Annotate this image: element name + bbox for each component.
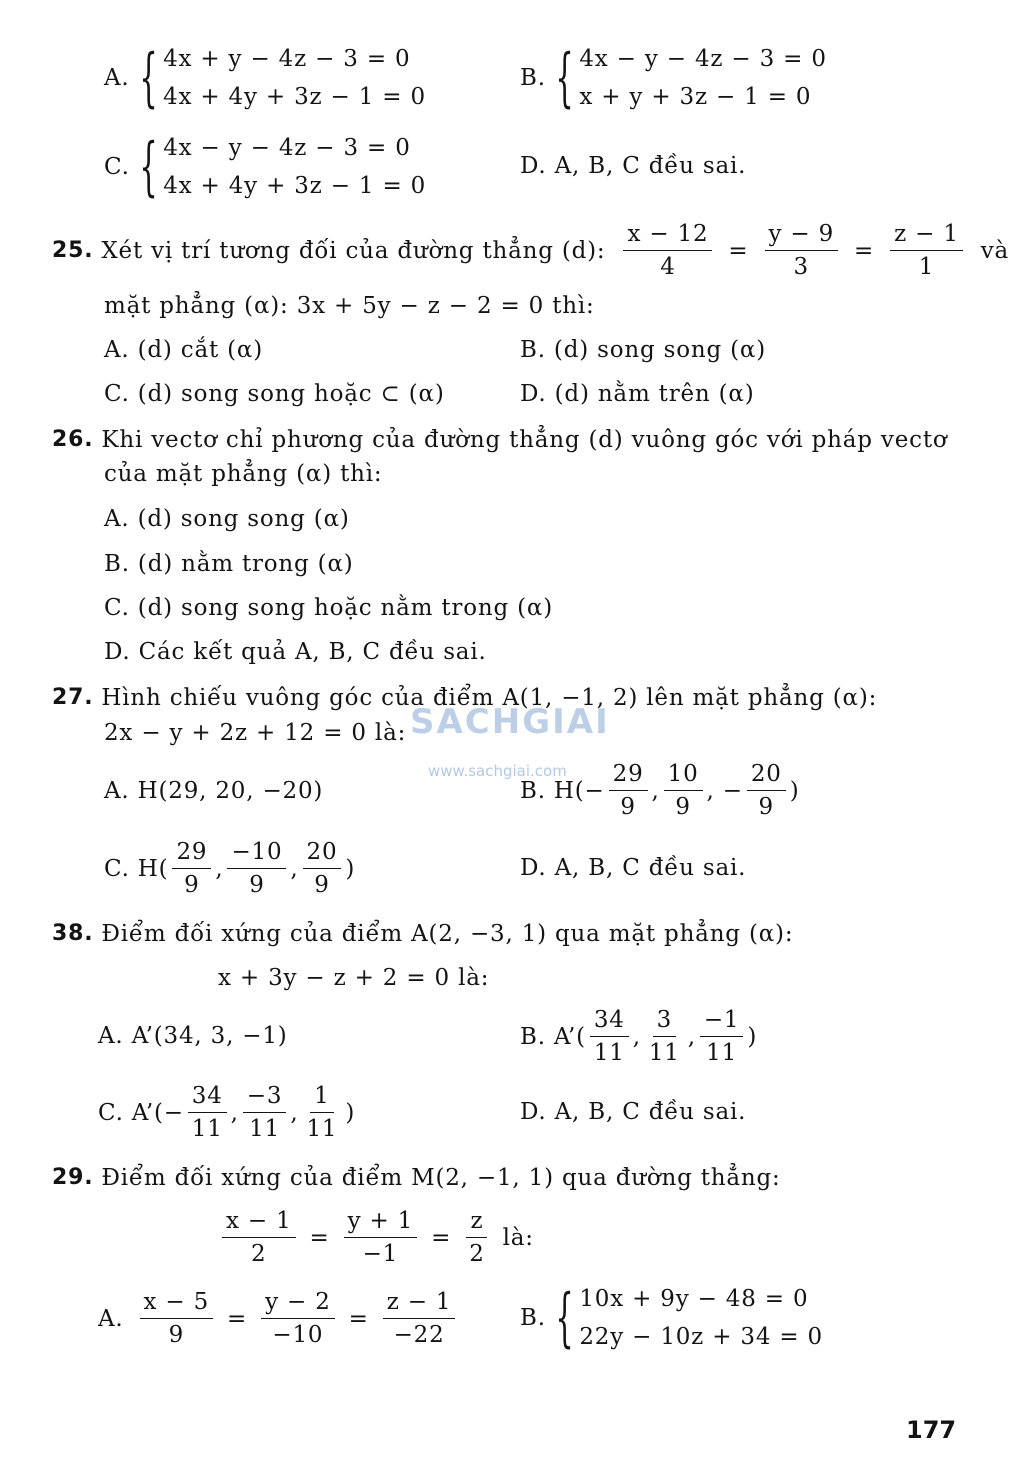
q38-option-b — [520, 1006, 757, 1067]
question-text: Điểm đối xứng của điểm A(2, −3, 1) qua mặt phẳng (α): — [101, 921, 794, 947]
fraction — [590, 1006, 629, 1067]
q25-option-d: D. (d) nằm trên (α) — [520, 381, 755, 407]
q25-option-a: A. (d) cắt (α) — [104, 337, 264, 363]
equation: 4x − y − 4z − 3 = 0 — [579, 46, 827, 72]
numerator: x − 5 — [140, 1288, 214, 1319]
q26-stem-line2: của mặt phẳng (α) thì: — [104, 461, 383, 487]
comma: , — [687, 1023, 696, 1050]
q26-option-c: C. (d) song song hoặc nằm trong (α) — [104, 595, 553, 621]
denominator: 2 — [469, 1241, 485, 1267]
question-text: Xét vị trí tương đối của đường thẳng (d): — [101, 237, 606, 264]
option-text: , − — [706, 777, 743, 804]
denominator: 9 — [249, 872, 265, 898]
denominator: −22 — [393, 1322, 445, 1348]
question-text: Khi vectơ chỉ phương của đường thẳng (d) vuông góc với pháp vectơ — [101, 427, 948, 453]
fraction — [222, 1207, 296, 1268]
equation: x + y + 3z − 1 = 0 — [579, 84, 812, 110]
numerator: −1 — [700, 1006, 744, 1037]
option-label: B. — [520, 1305, 546, 1331]
equation: 4x + 4y + 3z − 1 = 0 — [163, 173, 427, 199]
q27-option-a: A. H(29, 20, −20) — [104, 778, 324, 804]
q29-stem-line1 — [52, 1164, 781, 1192]
question-number: 29. — [52, 1165, 94, 1190]
q38-option-d: D. A, B, C đều sai. — [520, 1099, 747, 1125]
fraction — [303, 838, 342, 899]
denominator: −1 — [362, 1241, 399, 1267]
numerator: z − 1 — [890, 220, 963, 251]
q24-option-b — [520, 40, 827, 116]
fraction — [747, 760, 786, 821]
equals-sign: = — [728, 237, 749, 264]
comma: , — [632, 1023, 641, 1050]
comma: , — [290, 855, 299, 882]
page-number: 177 — [906, 1416, 957, 1444]
watermark-url: www.sachgiai.com — [428, 762, 567, 780]
numerator: 34 — [590, 1006, 629, 1037]
fraction — [700, 1006, 744, 1067]
q26-option-d: D. Các kết quả A, B, C đều sai. — [104, 639, 487, 665]
equals-sign: = — [348, 1305, 369, 1332]
denominator: 11 — [706, 1040, 738, 1066]
denominator: 11 — [306, 1116, 338, 1142]
equals-sign: = — [431, 1224, 452, 1251]
fraction — [890, 220, 963, 281]
denominator: 9 — [314, 872, 330, 898]
denominator: 11 — [648, 1040, 680, 1066]
equation: 4x − y − 4z − 3 = 0 — [163, 135, 411, 161]
question-text: và — [980, 237, 1010, 264]
denominator: 11 — [593, 1040, 625, 1066]
q26-stem-line1 — [52, 426, 948, 454]
numerator: x − 1 — [222, 1207, 296, 1238]
option-text: ) — [747, 1023, 758, 1050]
fraction — [609, 760, 648, 821]
equals-sign: = — [309, 1224, 330, 1251]
denominator: 9 — [620, 794, 636, 820]
numerator: 10 — [664, 760, 703, 791]
fraction — [383, 1288, 456, 1349]
equation: 10x + 9y − 48 = 0 — [579, 1286, 809, 1312]
option-label: B. — [520, 65, 546, 91]
equation: 4x + y − 4z − 3 = 0 — [163, 46, 411, 72]
option-text: B. H(− — [520, 777, 605, 804]
numerator: y + 1 — [344, 1207, 418, 1238]
fraction — [261, 1288, 335, 1349]
q24-option-c — [104, 129, 426, 205]
equals-sign: = — [854, 237, 875, 264]
numerator: y − 2 — [261, 1288, 335, 1319]
option-text: ) — [789, 777, 800, 804]
option-label: A. — [98, 1305, 124, 1332]
denominator: 9 — [184, 872, 200, 898]
fraction — [243, 1082, 287, 1143]
numerator: 20 — [303, 838, 342, 869]
numerator: x − 12 — [623, 220, 712, 251]
option-text: C. A’(− — [98, 1099, 184, 1126]
fraction — [765, 220, 839, 281]
numerator: 29 — [172, 838, 211, 869]
brace-icon: { — [139, 130, 158, 204]
equation: 22y − 10z + 34 = 0 — [579, 1324, 823, 1350]
numerator: −3 — [243, 1082, 287, 1113]
fraction — [344, 1207, 418, 1268]
q26-option-a: A. (d) song song (α) — [104, 506, 350, 532]
numerator: y − 9 — [765, 220, 839, 251]
comma: , — [651, 777, 660, 804]
q29-line-equation — [218, 1207, 534, 1268]
denominator: 4 — [660, 254, 676, 280]
q25-option-b: B. (d) song song (α) — [520, 337, 766, 363]
denominator: 9 — [168, 1322, 184, 1348]
question-number: 27. — [52, 685, 94, 710]
q26-option-b: B. (d) nằm trong (α) — [104, 551, 354, 577]
q38-option-c — [98, 1082, 355, 1143]
fraction — [302, 1082, 341, 1143]
question-number: 26. — [52, 427, 94, 452]
q38-stem-line2: x + 3y − z + 2 = 0 là: — [218, 965, 490, 991]
fraction — [645, 1006, 684, 1067]
denominator: 11 — [249, 1116, 280, 1142]
brace-icon: { — [555, 41, 574, 115]
denominator: −10 — [272, 1322, 324, 1348]
q29-option-a — [98, 1288, 459, 1349]
fraction — [188, 1082, 227, 1143]
numerator: 34 — [188, 1082, 227, 1113]
q38-stem-line1 — [52, 920, 793, 948]
q27-option-c — [104, 838, 355, 899]
brace-icon: { — [555, 1281, 574, 1355]
q25-stem-line2: mặt phẳng (α): 3x + 5y − z − 2 = 0 thì: — [104, 293, 595, 319]
question-text: là: — [502, 1224, 534, 1251]
option-text: ) — [345, 855, 356, 882]
question-number: 25. — [52, 237, 94, 263]
numerator: 29 — [609, 760, 648, 791]
denominator: 9 — [675, 794, 691, 820]
q38-option-a: A. A’(34, 3, −1) — [98, 1023, 288, 1049]
comma: , — [215, 855, 224, 882]
numerator: z − 1 — [383, 1288, 456, 1319]
option-text: ) — [345, 1099, 356, 1126]
fraction — [623, 220, 712, 281]
brace-icon: { — [138, 41, 158, 115]
q27-stem-line2: 2x − y + 2z + 12 = 0 là: — [104, 720, 407, 746]
q29-option-b — [520, 1280, 823, 1356]
q24-option-d: D. A, B, C đều sai. — [520, 153, 747, 179]
option-text: B. A’( — [520, 1023, 586, 1050]
denominator: 1 — [918, 254, 935, 280]
comma: , — [230, 1099, 239, 1126]
equation: 4x + 4y + 3z − 1 = 0 — [163, 84, 426, 110]
denominator: 11 — [191, 1116, 223, 1142]
numerator: z — [466, 1207, 487, 1238]
question-text: Điểm đối xứng của điểm M(2, −1, 1) qua đường thẳng: — [101, 1165, 781, 1191]
comma: , — [290, 1099, 299, 1126]
watermark-logo: SACHGIAI — [410, 702, 610, 742]
numerator: 3 — [653, 1006, 676, 1037]
q25-stem-line1 — [52, 220, 1009, 281]
fraction — [465, 1207, 488, 1268]
q24-option-a — [104, 40, 426, 116]
fraction — [664, 760, 703, 821]
denominator: 2 — [251, 1241, 267, 1267]
option-label: A. — [104, 65, 130, 91]
numerator: 20 — [747, 760, 786, 791]
denominator: 9 — [758, 794, 774, 820]
option-label: C. — [104, 154, 130, 180]
q25-option-c: C. (d) song song hoặc ⊂ (α) — [104, 381, 445, 407]
fraction — [172, 838, 211, 899]
option-text: C. H( — [104, 855, 169, 882]
fraction — [140, 1288, 214, 1349]
fraction — [227, 838, 286, 899]
question-text: Hình chiếu vuông góc của điểm A(1, −1, 2) lên mặt phẳng (α): — [101, 685, 878, 711]
numerator: 1 — [310, 1082, 333, 1113]
numerator: −10 — [227, 838, 286, 869]
q27-option-d: D. A, B, C đều sai. — [520, 855, 747, 881]
equals-sign: = — [227, 1305, 248, 1332]
question-number: 38. — [52, 921, 94, 946]
denominator: 3 — [793, 254, 809, 280]
